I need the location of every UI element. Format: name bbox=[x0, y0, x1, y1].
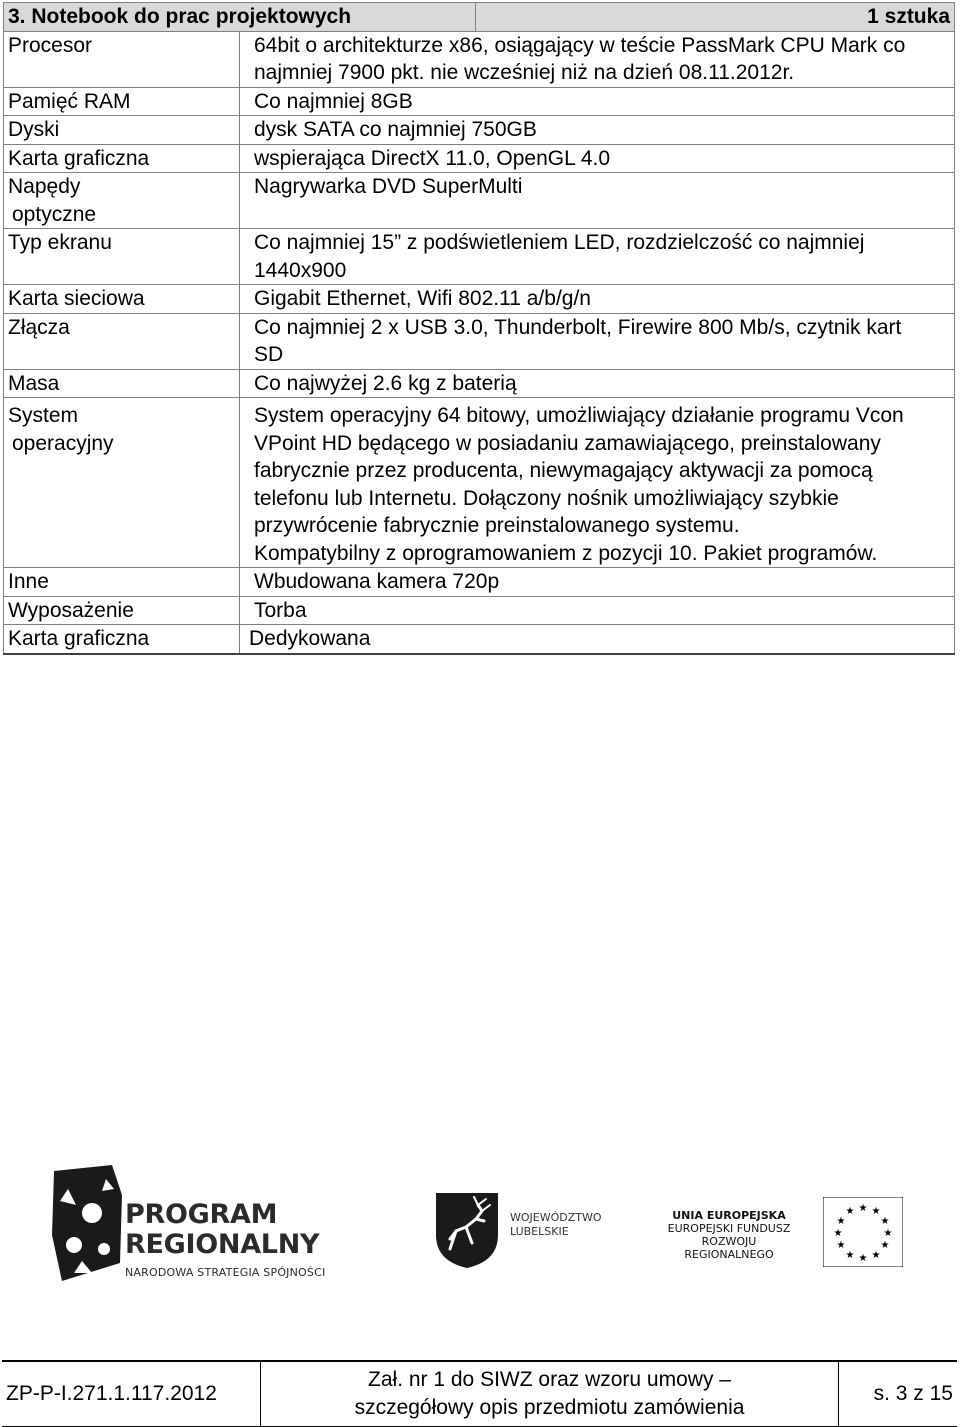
svg-text:★: ★ bbox=[880, 1216, 890, 1227]
spec-table bbox=[3, 2, 955, 655]
spec-label: Masa bbox=[4, 369, 240, 398]
spec-value bbox=[240, 313, 955, 369]
table-row bbox=[4, 285, 955, 314]
spec-value-line: dysk SATA co najmniej 750GB bbox=[254, 118, 537, 141]
spec-value-line: 1440x900 bbox=[254, 258, 347, 282]
spec-value-line: Nagrywarka DVD SuperMulti bbox=[254, 175, 523, 198]
svg-text:★: ★ bbox=[858, 1203, 868, 1214]
eu-logo bbox=[665, 1203, 905, 1279]
svg-text:★: ★ bbox=[833, 1228, 843, 1239]
spec-label: Pamięć RAM bbox=[4, 87, 240, 116]
program-regionalny-emblem-icon bbox=[52, 1165, 124, 1283]
table-row bbox=[4, 568, 955, 597]
svg-text:★: ★ bbox=[845, 1206, 855, 1217]
footer-table bbox=[2, 1362, 957, 1426]
spec-label: Karta sieciowa bbox=[4, 285, 240, 314]
section-title: 3. Notebook do prac projektowych bbox=[4, 3, 476, 32]
eu-line-3: ROZWOJU REGIONALNEGO bbox=[684, 1235, 774, 1261]
table-row bbox=[4, 625, 955, 654]
spec-value-line: Wbudowana kamera 720p bbox=[254, 570, 500, 593]
spec-value-line: Kompatybilny z oprogramowaniem z pozycji 10. Pakiet programów. bbox=[254, 541, 878, 565]
svg-text:★: ★ bbox=[871, 1206, 881, 1217]
logos-strip bbox=[0, 1165, 960, 1305]
spec-label: Wyposażenie bbox=[4, 596, 240, 625]
svg-text:★: ★ bbox=[883, 1228, 893, 1239]
svg-text:★: ★ bbox=[845, 1250, 855, 1261]
spec-value-line: wspierająca DirectX 11.0, OpenGL 4.0 bbox=[254, 146, 611, 170]
spec-value-line: fabrycznie przez producenta, niewymagający aktywacji za pomocą bbox=[254, 459, 873, 482]
spec-label-line: Napędy bbox=[8, 175, 81, 198]
spec-value bbox=[240, 87, 955, 116]
program-regionalny-logo bbox=[52, 1165, 382, 1285]
spec-value bbox=[240, 173, 955, 229]
svg-text:★: ★ bbox=[880, 1240, 890, 1251]
svg-text:★: ★ bbox=[858, 1253, 868, 1264]
footer-description-line-2: szczegółowy opis przedmiotu zamówienia bbox=[354, 1396, 745, 1419]
spec-label: Dyski bbox=[4, 116, 240, 145]
footer-reference: ZP-P-I.271.1.117.2012 bbox=[6, 1382, 217, 1405]
table-row bbox=[4, 369, 955, 398]
svg-text:★: ★ bbox=[836, 1216, 846, 1227]
footer-description bbox=[261, 1362, 839, 1426]
spec-value bbox=[240, 596, 955, 625]
spec-label: Karta graficzna bbox=[4, 144, 240, 173]
spec-label-line: System bbox=[8, 404, 79, 427]
program-line-3: NARODOWA STRATEGIA SPÓJNOŚCI bbox=[125, 1266, 326, 1279]
table-row bbox=[4, 87, 955, 116]
spec-label: Typ ekranu bbox=[4, 229, 240, 285]
spec-label: Złącza bbox=[4, 313, 240, 369]
table-row bbox=[4, 596, 955, 625]
spec-value-line: 64bit o architekturze x86, osiągający w teście PassMark CPU Mark co bbox=[254, 33, 906, 57]
spec-value-line: Dedykowana bbox=[249, 627, 371, 650]
table-row bbox=[4, 116, 955, 145]
table-row bbox=[4, 31, 955, 87]
spec-value-line: Gigabit Ethernet, Wifi 802.11 a/b/g/n bbox=[254, 287, 591, 310]
program-line-2: REGIONALNY bbox=[125, 1229, 320, 1260]
program-line-1: PROGRAM bbox=[125, 1199, 278, 1230]
spec-label bbox=[4, 398, 240, 568]
spec-value bbox=[240, 144, 955, 173]
spec-value bbox=[240, 625, 955, 654]
eu-line-1: UNIA EUROPEJSKA bbox=[672, 1209, 786, 1222]
spec-label bbox=[4, 173, 240, 229]
spec-value bbox=[240, 398, 955, 568]
spec-value-line: przywrócenie fabrycznie preinstalowanego systemu. bbox=[254, 514, 740, 537]
svg-text:★: ★ bbox=[836, 1240, 846, 1251]
table-row bbox=[4, 144, 955, 173]
table-row bbox=[4, 313, 955, 369]
spec-label-line: optyczne bbox=[12, 202, 97, 226]
program-regionalny-text bbox=[125, 1200, 325, 1279]
spec-value bbox=[240, 568, 955, 597]
spec-value bbox=[240, 229, 955, 285]
spec-value-line: VPoint HD będącego w posiadaniu zamawiającego, preinstalowany bbox=[254, 431, 881, 455]
deer-crest-icon bbox=[432, 1191, 502, 1269]
spec-label: Inne bbox=[4, 568, 240, 597]
spec-value-line: Co najmniej 8GB bbox=[254, 89, 413, 113]
eu-line-2: EUROPEJSKI FUNDUSZ bbox=[667, 1222, 791, 1235]
svg-text:★: ★ bbox=[871, 1250, 881, 1261]
eu-flag-icon bbox=[823, 1197, 903, 1267]
spec-value-line: System operacyjny 64 bitowy, umożliwiający działanie programu Vcon bbox=[254, 404, 904, 427]
spec-value bbox=[240, 285, 955, 314]
page-number: s. 3 z 15 bbox=[873, 1382, 953, 1405]
spec-label-line: operacyjny bbox=[12, 431, 114, 455]
spec-table-wrapper bbox=[3, 2, 955, 655]
spec-value-line: SD bbox=[254, 343, 284, 366]
spec-label: Karta graficzna bbox=[4, 625, 240, 654]
lubelskie-text bbox=[510, 1211, 602, 1239]
spec-value-line: Torba bbox=[254, 598, 307, 622]
table-header-row bbox=[4, 3, 955, 32]
spec-value bbox=[240, 369, 955, 398]
eu-text bbox=[665, 1209, 793, 1261]
table-row bbox=[4, 229, 955, 285]
page-footer bbox=[2, 1360, 957, 1427]
spec-label: Procesor bbox=[4, 31, 240, 87]
spec-value bbox=[240, 31, 955, 87]
spec-value bbox=[240, 116, 955, 145]
spec-value-line: Co najwyżej 2.6 kg z baterią bbox=[254, 371, 517, 395]
spec-value-line: telefonu lub Internetu. Dołączony nośnik umożliwiający szybkie bbox=[254, 486, 839, 510]
lubelskie-line-1: WOJEWÓDZTWO bbox=[510, 1211, 602, 1224]
lubelskie-logo bbox=[432, 1191, 612, 1281]
table-row bbox=[4, 398, 955, 568]
table-row bbox=[4, 173, 955, 229]
spec-value-line: Co najmniej 15” z podświetleniem LED, rozdzielczość co najmniej bbox=[254, 231, 865, 254]
quantity: 1 sztuka bbox=[476, 3, 955, 32]
footer-description-line-1: Zał. nr 1 do SIWZ oraz wzoru umowy – bbox=[368, 1368, 731, 1391]
spec-value-line: najmniej 7900 pkt. nie wcześniej niż na dzień 08.11.2012r. bbox=[254, 61, 795, 84]
lubelskie-line-2: LUBELSKIE bbox=[510, 1225, 569, 1238]
spec-value-line: Co najmniej 2 x USB 3.0, Thunderbolt, Firewire 800 Mb/s, czytnik kart bbox=[254, 315, 902, 339]
